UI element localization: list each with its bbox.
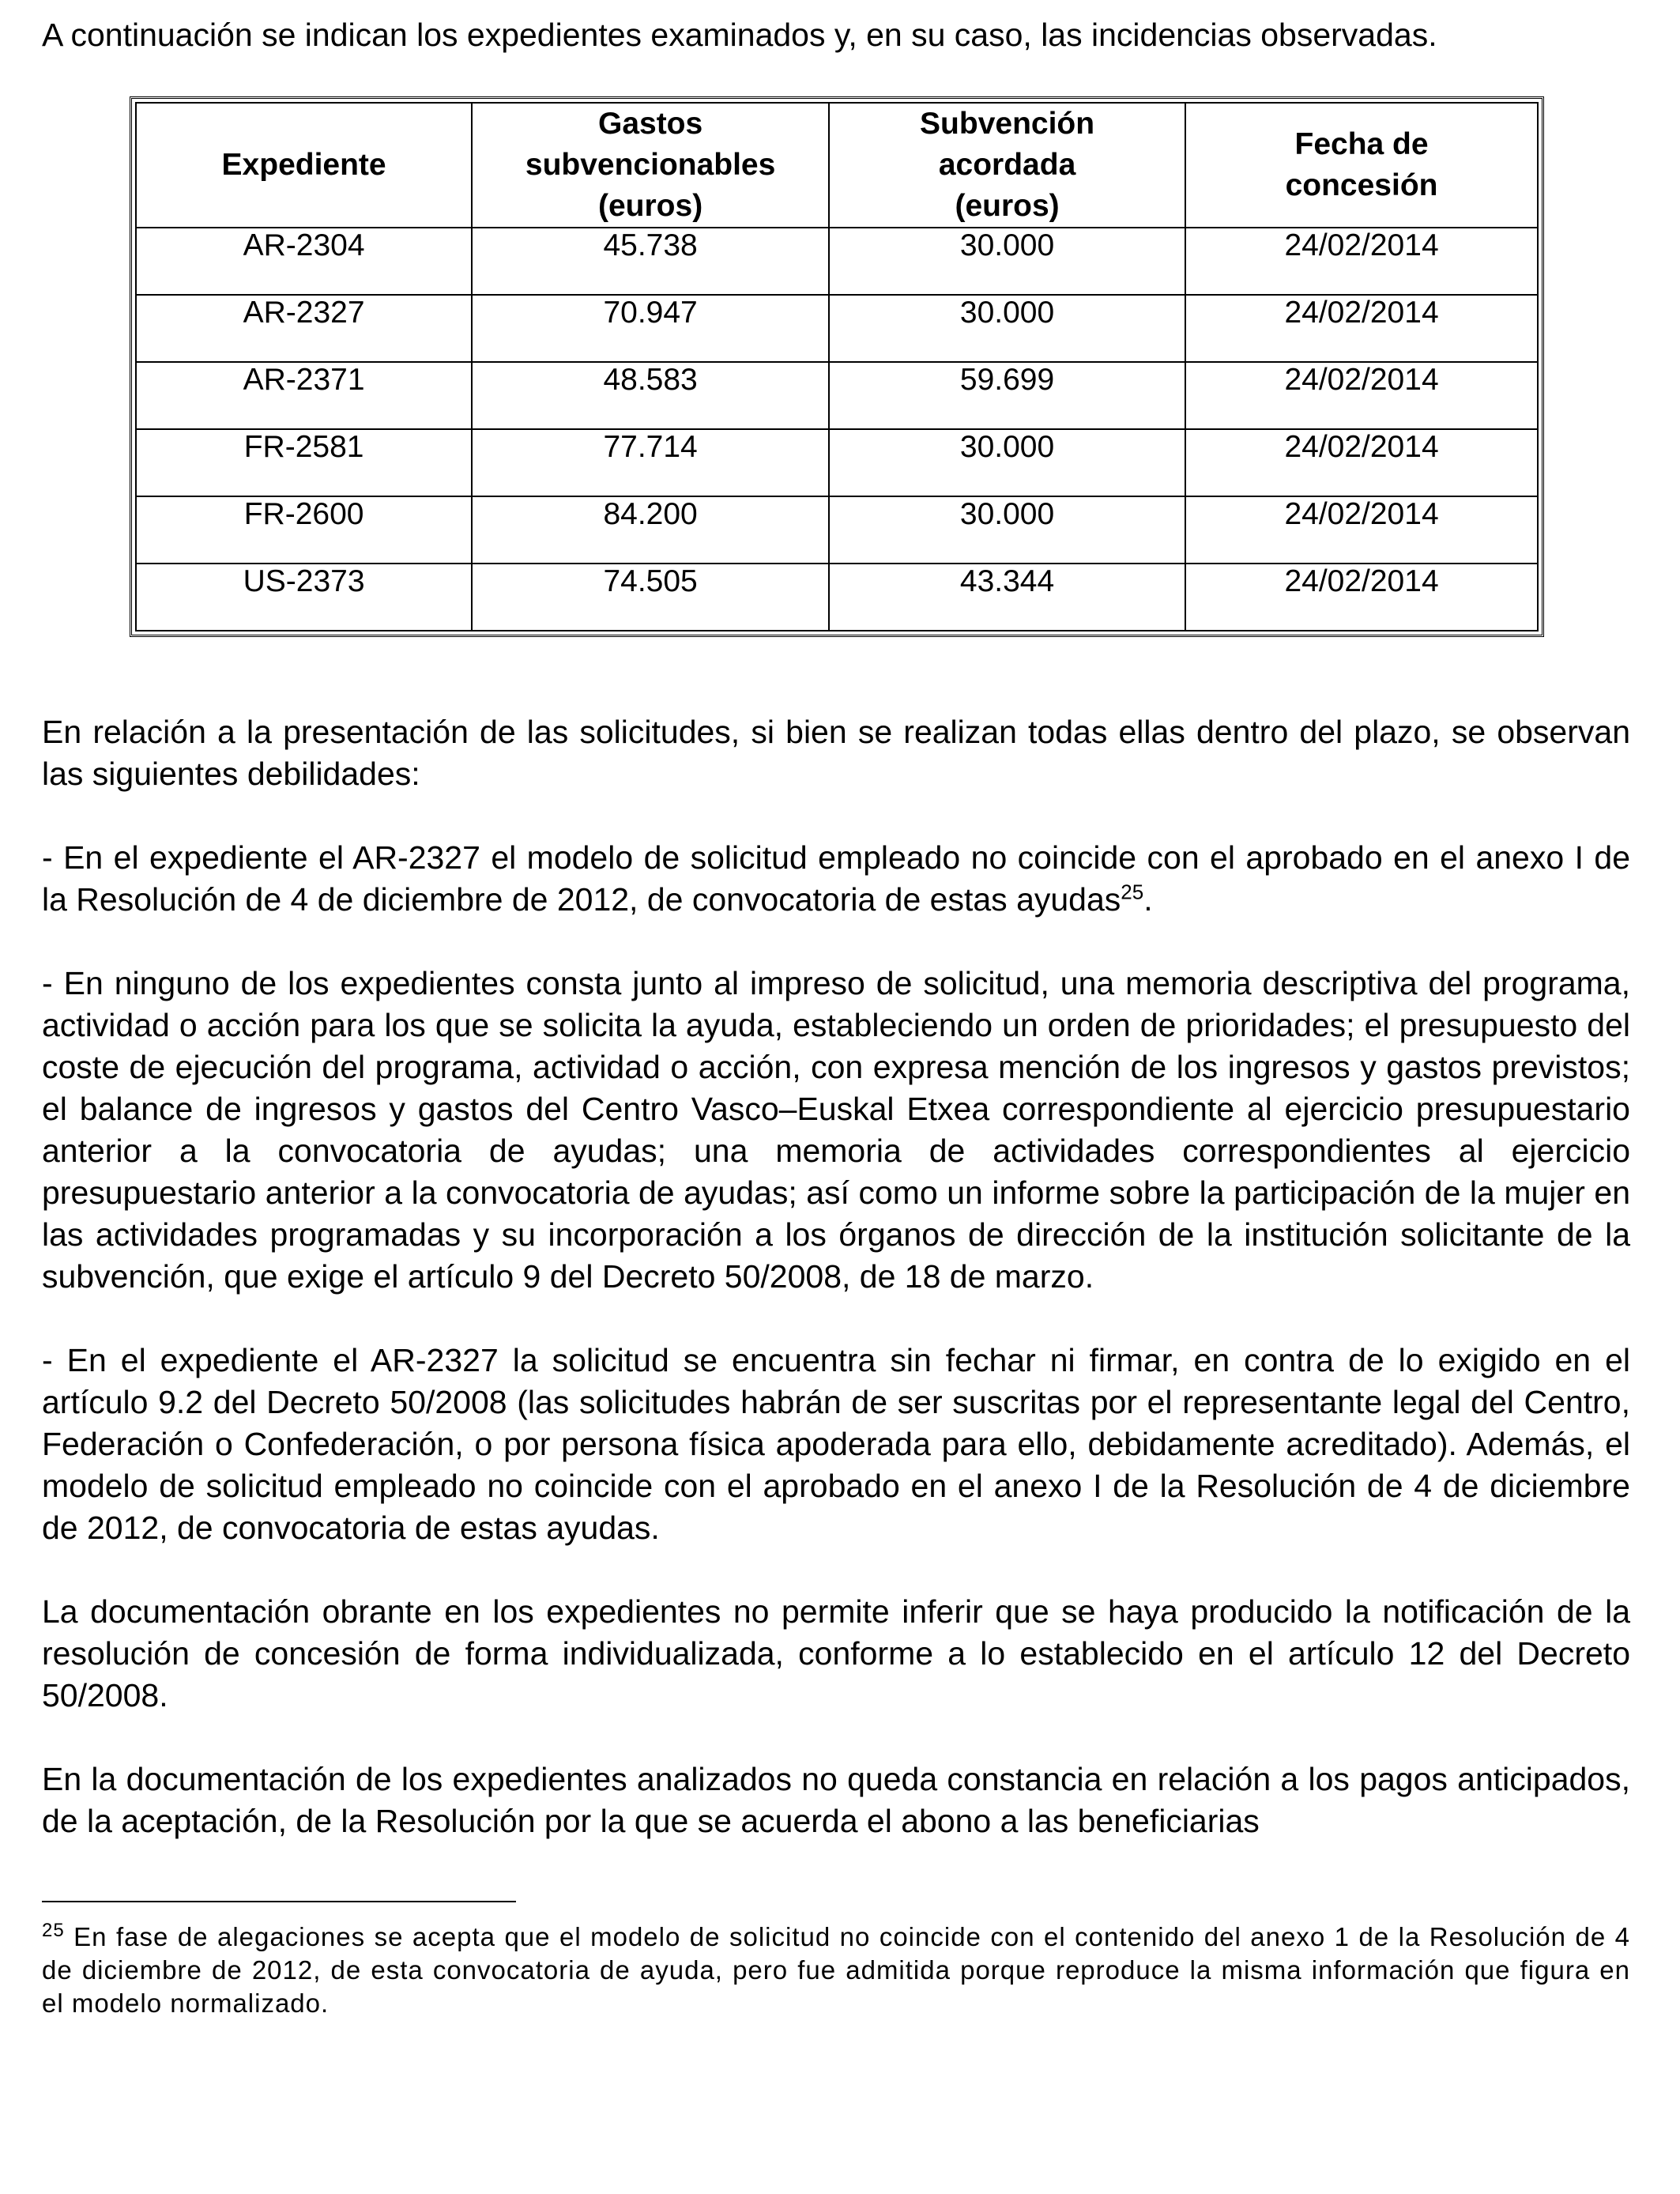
table-row	[136, 295, 1538, 362]
header-subvencion	[829, 103, 1185, 228]
header-expediente: Expediente	[136, 103, 472, 228]
cell-gastos: 77.714	[472, 429, 829, 496]
paragraph-notificacion: La documentación obrante en los expedientes no permite inferir que se haya producido la notificación de la resolución de concesión de forma individualizada, conforme a lo establecido en el artículo 12 del Decreto 50/2008.	[42, 1593, 1630, 1713]
header-subvencion-line: (euros)	[955, 189, 1060, 223]
header-gastos-line: Gastos	[597, 107, 703, 141]
intro-text: A continuación se indican los expedientes examinados y, en su caso, las incidencias observadas.	[42, 17, 1437, 53]
cell-subvencion: 30.000	[829, 496, 1185, 564]
header-fecha	[1185, 103, 1538, 228]
cell-gastos: 84.200	[472, 496, 829, 564]
table-row	[136, 228, 1538, 295]
cell-subvencion: 30.000	[829, 295, 1185, 362]
table-header-row	[136, 103, 1538, 228]
header-gastos	[472, 103, 829, 228]
body-text	[42, 711, 1630, 1884]
cell-subvencion: 59.699	[829, 362, 1185, 429]
paragraph-modelo-solicitud	[42, 837, 1630, 921]
cell-subvencion: 30.000	[829, 429, 1185, 496]
paragraph-debilidades: En relación a la presentación de las solicitudes, si bien se realizan todas ellas dentro del plazo, se observan las siguientes debilidades:	[42, 714, 1630, 792]
table-row	[136, 429, 1538, 496]
cell-expediente: AR-2371	[136, 362, 472, 429]
cell-gastos: 70.947	[472, 295, 829, 362]
footnote-divider	[42, 1901, 516, 1902]
header-gastos-line: (euros)	[598, 189, 703, 223]
cell-expediente: AR-2327	[136, 295, 472, 362]
header-subvencion-line: Subvención	[920, 107, 1095, 141]
header-fecha-line: Fecha de	[1294, 127, 1429, 161]
cell-fecha: 24/02/2014	[1185, 429, 1538, 496]
paragraph-pagos-anticipados: En la documentación de los expedientes analizados no queda constancia en relación a los pagos anticipados, de la aceptación, de la Resolución por la que se acuerda el abono a las beneficiarias	[42, 1761, 1630, 1839]
header-fecha-line: concesión	[1285, 168, 1438, 202]
footnote-reference: 25	[1121, 880, 1144, 904]
table-row	[136, 362, 1538, 429]
paragraph-memoria: - En ninguno de los expedientes consta junto al impreso de solicitud, una memoria descriptiva del programa, actividad o acción para los que se solicita la ayuda, estableciendo un orden de prioridades; el presupuesto del coste de ejecución del programa, actividad o acción, con expresa mención de los ingresos y gastos previstos; el balance de ingresos y gastos del Centro Vasco–Euskal Etxea correspondiente al ejercicio presupuestario anterior a la convocatoria de ayudas; una memoria de actividades correspondientes al ejercicio presupuestario anterior a la convocatoria de ayudas; así como un informe sobre la participación de la mujer en las actividades programadas y su incorporación a los órganos de dirección de la institución solicitante de la subvención, que exige el artículo 9 del Decreto 50/2008, de 18 de marzo.	[42, 965, 1630, 1295]
cell-subvencion: 30.000	[829, 228, 1185, 295]
cell-expediente: FR-2581	[136, 429, 472, 496]
cell-fecha: 24/02/2014	[1185, 564, 1538, 631]
cell-expediente: FR-2600	[136, 496, 472, 564]
cell-subvencion: 43.344	[829, 564, 1185, 631]
expedientes-table	[135, 102, 1539, 631]
cell-fecha: 24/02/2014	[1185, 496, 1538, 564]
cell-gastos: 45.738	[472, 228, 829, 295]
table-row	[136, 496, 1538, 564]
cell-expediente: AR-2304	[136, 228, 472, 295]
footnote-number: 25	[42, 1920, 65, 1941]
cell-fecha: 24/02/2014	[1185, 295, 1538, 362]
cell-gastos: 48.583	[472, 362, 829, 429]
footnote	[42, 1921, 1630, 2020]
cell-fecha: 24/02/2014	[1185, 362, 1538, 429]
header-gastos-line: subvencionables	[525, 148, 776, 182]
cell-fecha: 24/02/2014	[1185, 228, 1538, 295]
paragraph-modelo-solicitud-text: - En el expediente el AR-2327 el modelo de solicitud empleado no coincide con el aprobado en el anexo I de la Resolución de 4 de diciembre de 2012, de convocatoria de estas ayudas	[42, 839, 1630, 918]
cell-gastos: 74.505	[472, 564, 829, 631]
paragraph-sin-firmar: - En el expediente el AR-2327 la solicitud se encuentra sin fechar ni firmar, en contra de lo exigido en el artículo 9.2 del Decreto 50/2008 (las solicitudes habrán de ser suscritas por el representante legal del Centro, Federación o Confederación, o por persona física apoderada para ello, debidamente acreditado). Además, el modelo de solicitud empleado no coincide con el aprobado en el anexo I de la Resolución de 4 de diciembre de 2012, de convocatoria de estas ayudas.	[42, 1342, 1630, 1546]
paragraph-modelo-solicitud-end: .	[1143, 881, 1153, 918]
footnote-text: En fase de alegaciones se acepta que el modelo de solicitud no coincide con el contenido del anexo 1 de la Resolución de 4 de diciembre de 2012, de esta convocatoria de ayuda, pero fue admitida porque reproduce la misma información que figura en el modelo normalizado.	[42, 1922, 1630, 2018]
expedientes-table-frame	[130, 96, 1544, 637]
table-row	[136, 564, 1538, 631]
cell-expediente: US-2373	[136, 564, 472, 631]
header-subvencion-line: acordada	[938, 148, 1076, 182]
